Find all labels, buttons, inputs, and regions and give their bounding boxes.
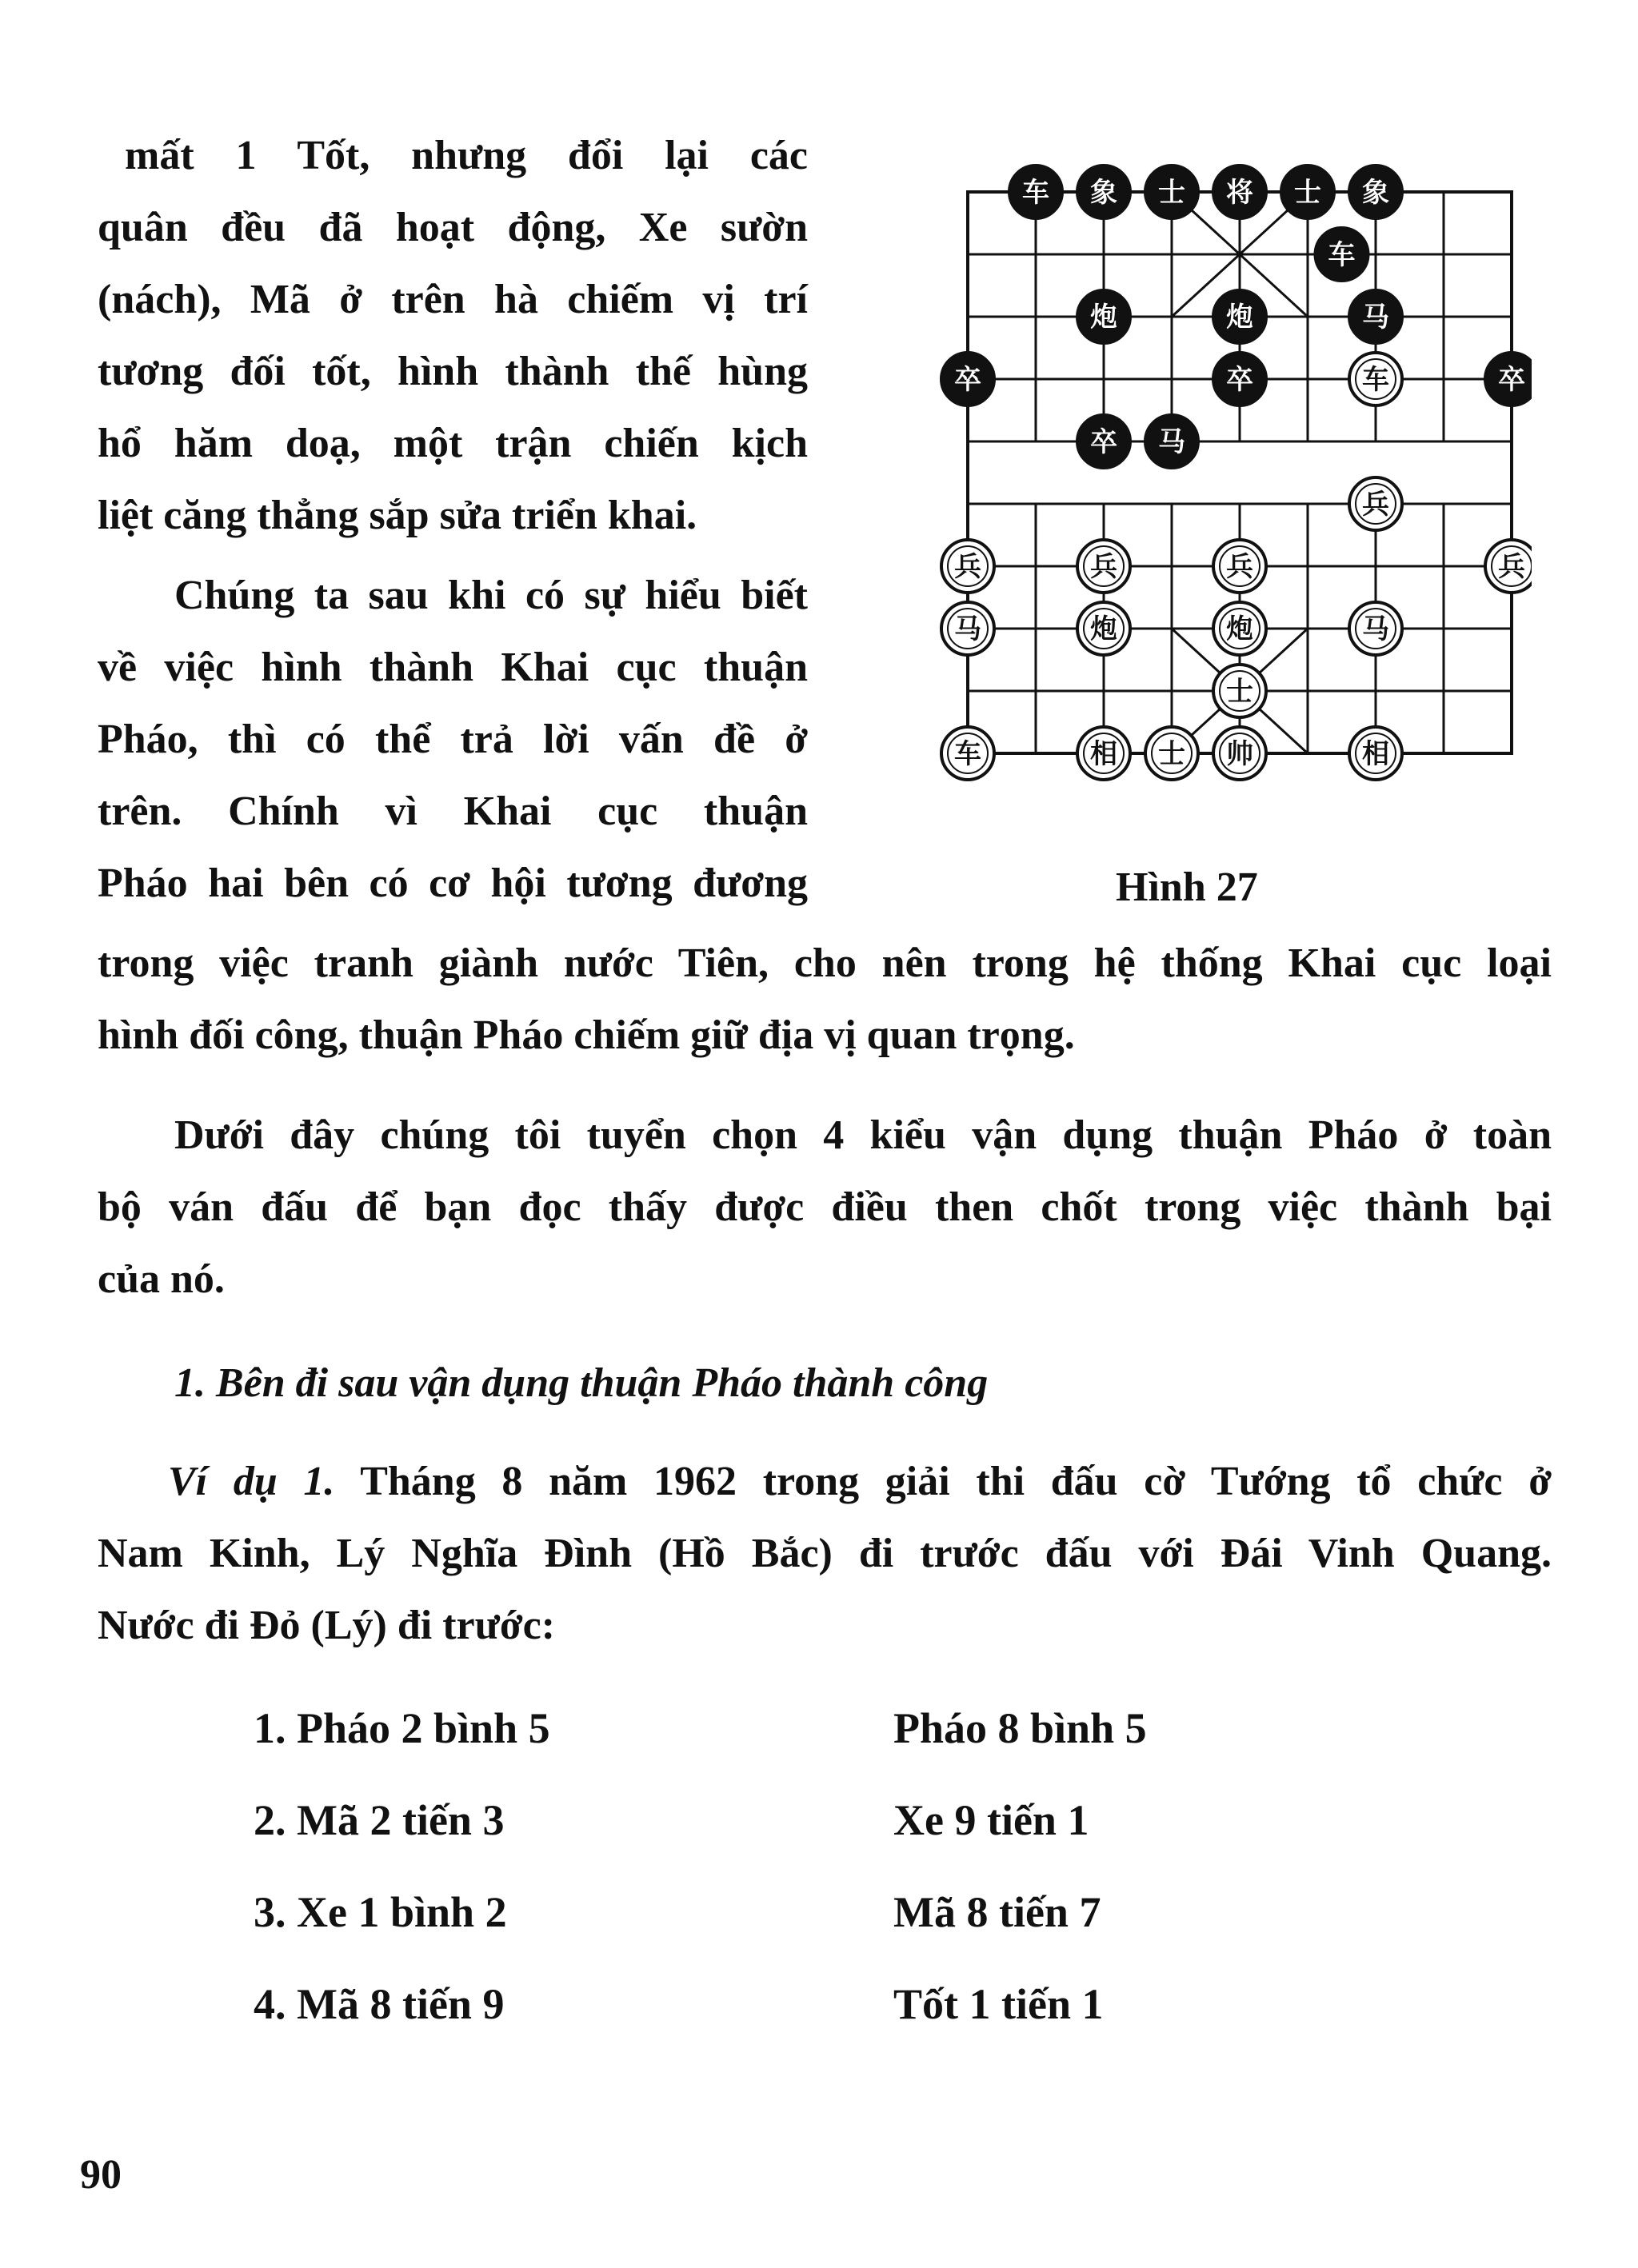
red-piece xyxy=(1213,540,1266,593)
text-line xyxy=(98,1446,1552,1518)
black-move: Pháo 8 bình 5 xyxy=(893,1704,1147,1752)
text-line: Dưới đây chúng tôi tuyển chọn 4 kiểu vận dụng thuận Pháo ở toàn xyxy=(174,1112,1552,1158)
piece-glyph: 车 xyxy=(1362,364,1389,396)
black-piece xyxy=(1316,228,1368,281)
figure-caption: Hình 27 xyxy=(1116,864,1258,910)
piece-glyph: 车 xyxy=(1328,239,1356,271)
page-number: 90 xyxy=(80,2152,122,2198)
intro-paragraph xyxy=(98,120,808,552)
text-line: Pháo hai bên có cơ hội tương đương xyxy=(98,860,808,906)
move-row xyxy=(98,1703,1552,1783)
red-piece xyxy=(1349,477,1402,530)
piece-glyph: 象 xyxy=(1090,177,1117,209)
piece-glyph: 兵 xyxy=(954,551,981,583)
text-line: Nam Kinh, Lý Nghĩa Đình (Hồ Bắc) đi trước đấu với Đái Vinh Quang. xyxy=(98,1531,1552,1576)
piece-glyph: 相 xyxy=(1362,738,1389,770)
piece-glyph: 卒 xyxy=(1498,364,1525,396)
selection-paragraph xyxy=(98,1100,1552,1316)
red-piece xyxy=(1145,727,1198,780)
piece-glyph: 象 xyxy=(1362,177,1389,209)
red-piece xyxy=(1213,727,1266,780)
black-piece xyxy=(1145,166,1198,218)
text-line: Nước đi Đỏ (Lý) đi trước: xyxy=(98,1603,556,1648)
example-text: Tháng 8 năm 1962 trong giải thi đấu cờ Tướng tổ chức ở xyxy=(334,1459,1552,1504)
red-piece xyxy=(1077,602,1130,655)
piece-glyph: 兵 xyxy=(1226,551,1253,583)
piece-glyph: 兵 xyxy=(1498,551,1525,583)
text-line: liệt căng thẳng sắp sửa triển khai. xyxy=(98,493,697,538)
red-move: 2. Mã 2 tiến 3 xyxy=(254,1796,505,1844)
red-piece xyxy=(1077,540,1130,593)
black-piece xyxy=(1349,290,1402,343)
black-move: Mã 8 tiến 7 xyxy=(893,1888,1101,1936)
piece-glyph: 卒 xyxy=(1090,426,1117,458)
red-piece xyxy=(1349,353,1402,405)
text-line: mất 1 Tốt, nhưng đổi lại các xyxy=(125,133,808,178)
piece-glyph: 帅 xyxy=(1226,738,1253,770)
red-move: 1. Pháo 2 bình 5 xyxy=(254,1704,550,1752)
text-line: hổ hăm doạ, một trận chiến kịch xyxy=(98,421,808,466)
move-row xyxy=(98,1795,1552,1875)
text-line: tương đối tốt, hình thành thế hùng xyxy=(98,349,808,394)
black-piece xyxy=(1077,290,1130,343)
piece-glyph: 车 xyxy=(954,738,981,770)
red-piece xyxy=(941,727,994,780)
black-piece xyxy=(1213,290,1266,343)
piece-glyph: 士 xyxy=(1294,177,1321,209)
text-line: Chúng ta sau khi có sự hiểu biết xyxy=(174,573,808,618)
moves-list xyxy=(98,1703,1552,2071)
piece-glyph: 马 xyxy=(1362,301,1389,333)
piece-glyph: 卒 xyxy=(1226,364,1253,396)
move-row xyxy=(98,1887,1552,1967)
piece-glyph: 马 xyxy=(954,613,981,645)
text-line: Pháo, thì có thể trả lời vấn đề ở xyxy=(98,717,808,762)
red-move: 4. Mã 8 tiến 9 xyxy=(254,1980,505,2028)
piece-glyph: 兵 xyxy=(1362,489,1389,521)
red-move: 3. Xe 1 bình 2 xyxy=(254,1888,507,1936)
piece-glyph: 炮 xyxy=(1226,613,1253,645)
black-piece xyxy=(1009,166,1062,218)
black-piece xyxy=(1145,415,1198,468)
text-line: (nách), Mã ở trên hà chiếm vị trí xyxy=(98,277,808,322)
red-piece xyxy=(1077,727,1130,780)
piece-glyph: 兵 xyxy=(1090,551,1117,583)
example-paragraph xyxy=(98,1446,1552,1662)
text-line: của nó. xyxy=(98,1256,225,1302)
explanation-paragraph xyxy=(98,560,808,920)
black-move: Tốt 1 tiến 1 xyxy=(893,1980,1104,2028)
piece-glyph: 马 xyxy=(1158,426,1185,458)
piece-glyph: 车 xyxy=(1022,177,1049,209)
red-piece xyxy=(1213,602,1266,655)
xiangqi-board-figure xyxy=(924,140,1532,828)
red-piece xyxy=(941,602,994,655)
black-piece xyxy=(941,353,994,405)
black-piece xyxy=(1213,353,1266,405)
text-line: hình đối công, thuận Pháo chiếm giữ địa vị quan trọng. xyxy=(98,1012,1075,1058)
text-line: bộ ván đấu để bạn đọc thấy được điều then chốt trong việc thành bại xyxy=(98,1184,1552,1230)
black-piece xyxy=(1077,166,1130,218)
black-piece xyxy=(1485,353,1532,405)
piece-glyph: 卒 xyxy=(954,364,981,396)
black-piece xyxy=(1213,166,1266,218)
red-piece xyxy=(1349,727,1402,780)
red-piece xyxy=(1213,665,1266,717)
red-piece xyxy=(1349,602,1402,655)
piece-glyph: 士 xyxy=(1226,676,1253,708)
text-line: trong việc tranh giành nước Tiên, cho nên trong hệ thống Khai cục loại xyxy=(98,940,1552,986)
black-piece xyxy=(1349,166,1402,218)
piece-glyph: 炮 xyxy=(1090,301,1117,333)
black-move: Xe 9 tiến 1 xyxy=(893,1796,1089,1844)
black-piece xyxy=(1077,415,1130,468)
move-row xyxy=(98,1979,1552,2059)
piece-glyph: 相 xyxy=(1090,738,1117,770)
example-label: Ví dụ 1. xyxy=(168,1459,335,1504)
red-piece xyxy=(941,540,994,593)
piece-glyph: 士 xyxy=(1158,738,1185,770)
text-line: quân đều đã hoạt động, Xe sườn xyxy=(98,205,808,250)
piece-glyph: 士 xyxy=(1158,177,1185,209)
black-piece xyxy=(1281,166,1334,218)
section-heading: 1. Bên đi sau vận dụng thuận Pháo thành công xyxy=(174,1360,989,1406)
text-line: trên. Chính vì Khai cục thuận xyxy=(98,789,808,834)
piece-glyph: 马 xyxy=(1362,613,1389,645)
continuation-paragraph xyxy=(98,928,1552,1072)
piece-glyph: 炮 xyxy=(1226,301,1253,333)
piece-glyph: 炮 xyxy=(1090,613,1117,645)
piece-glyph: 将 xyxy=(1226,177,1253,209)
text-line: về việc hình thành Khai cục thuận xyxy=(98,645,808,690)
red-piece xyxy=(1485,540,1532,593)
